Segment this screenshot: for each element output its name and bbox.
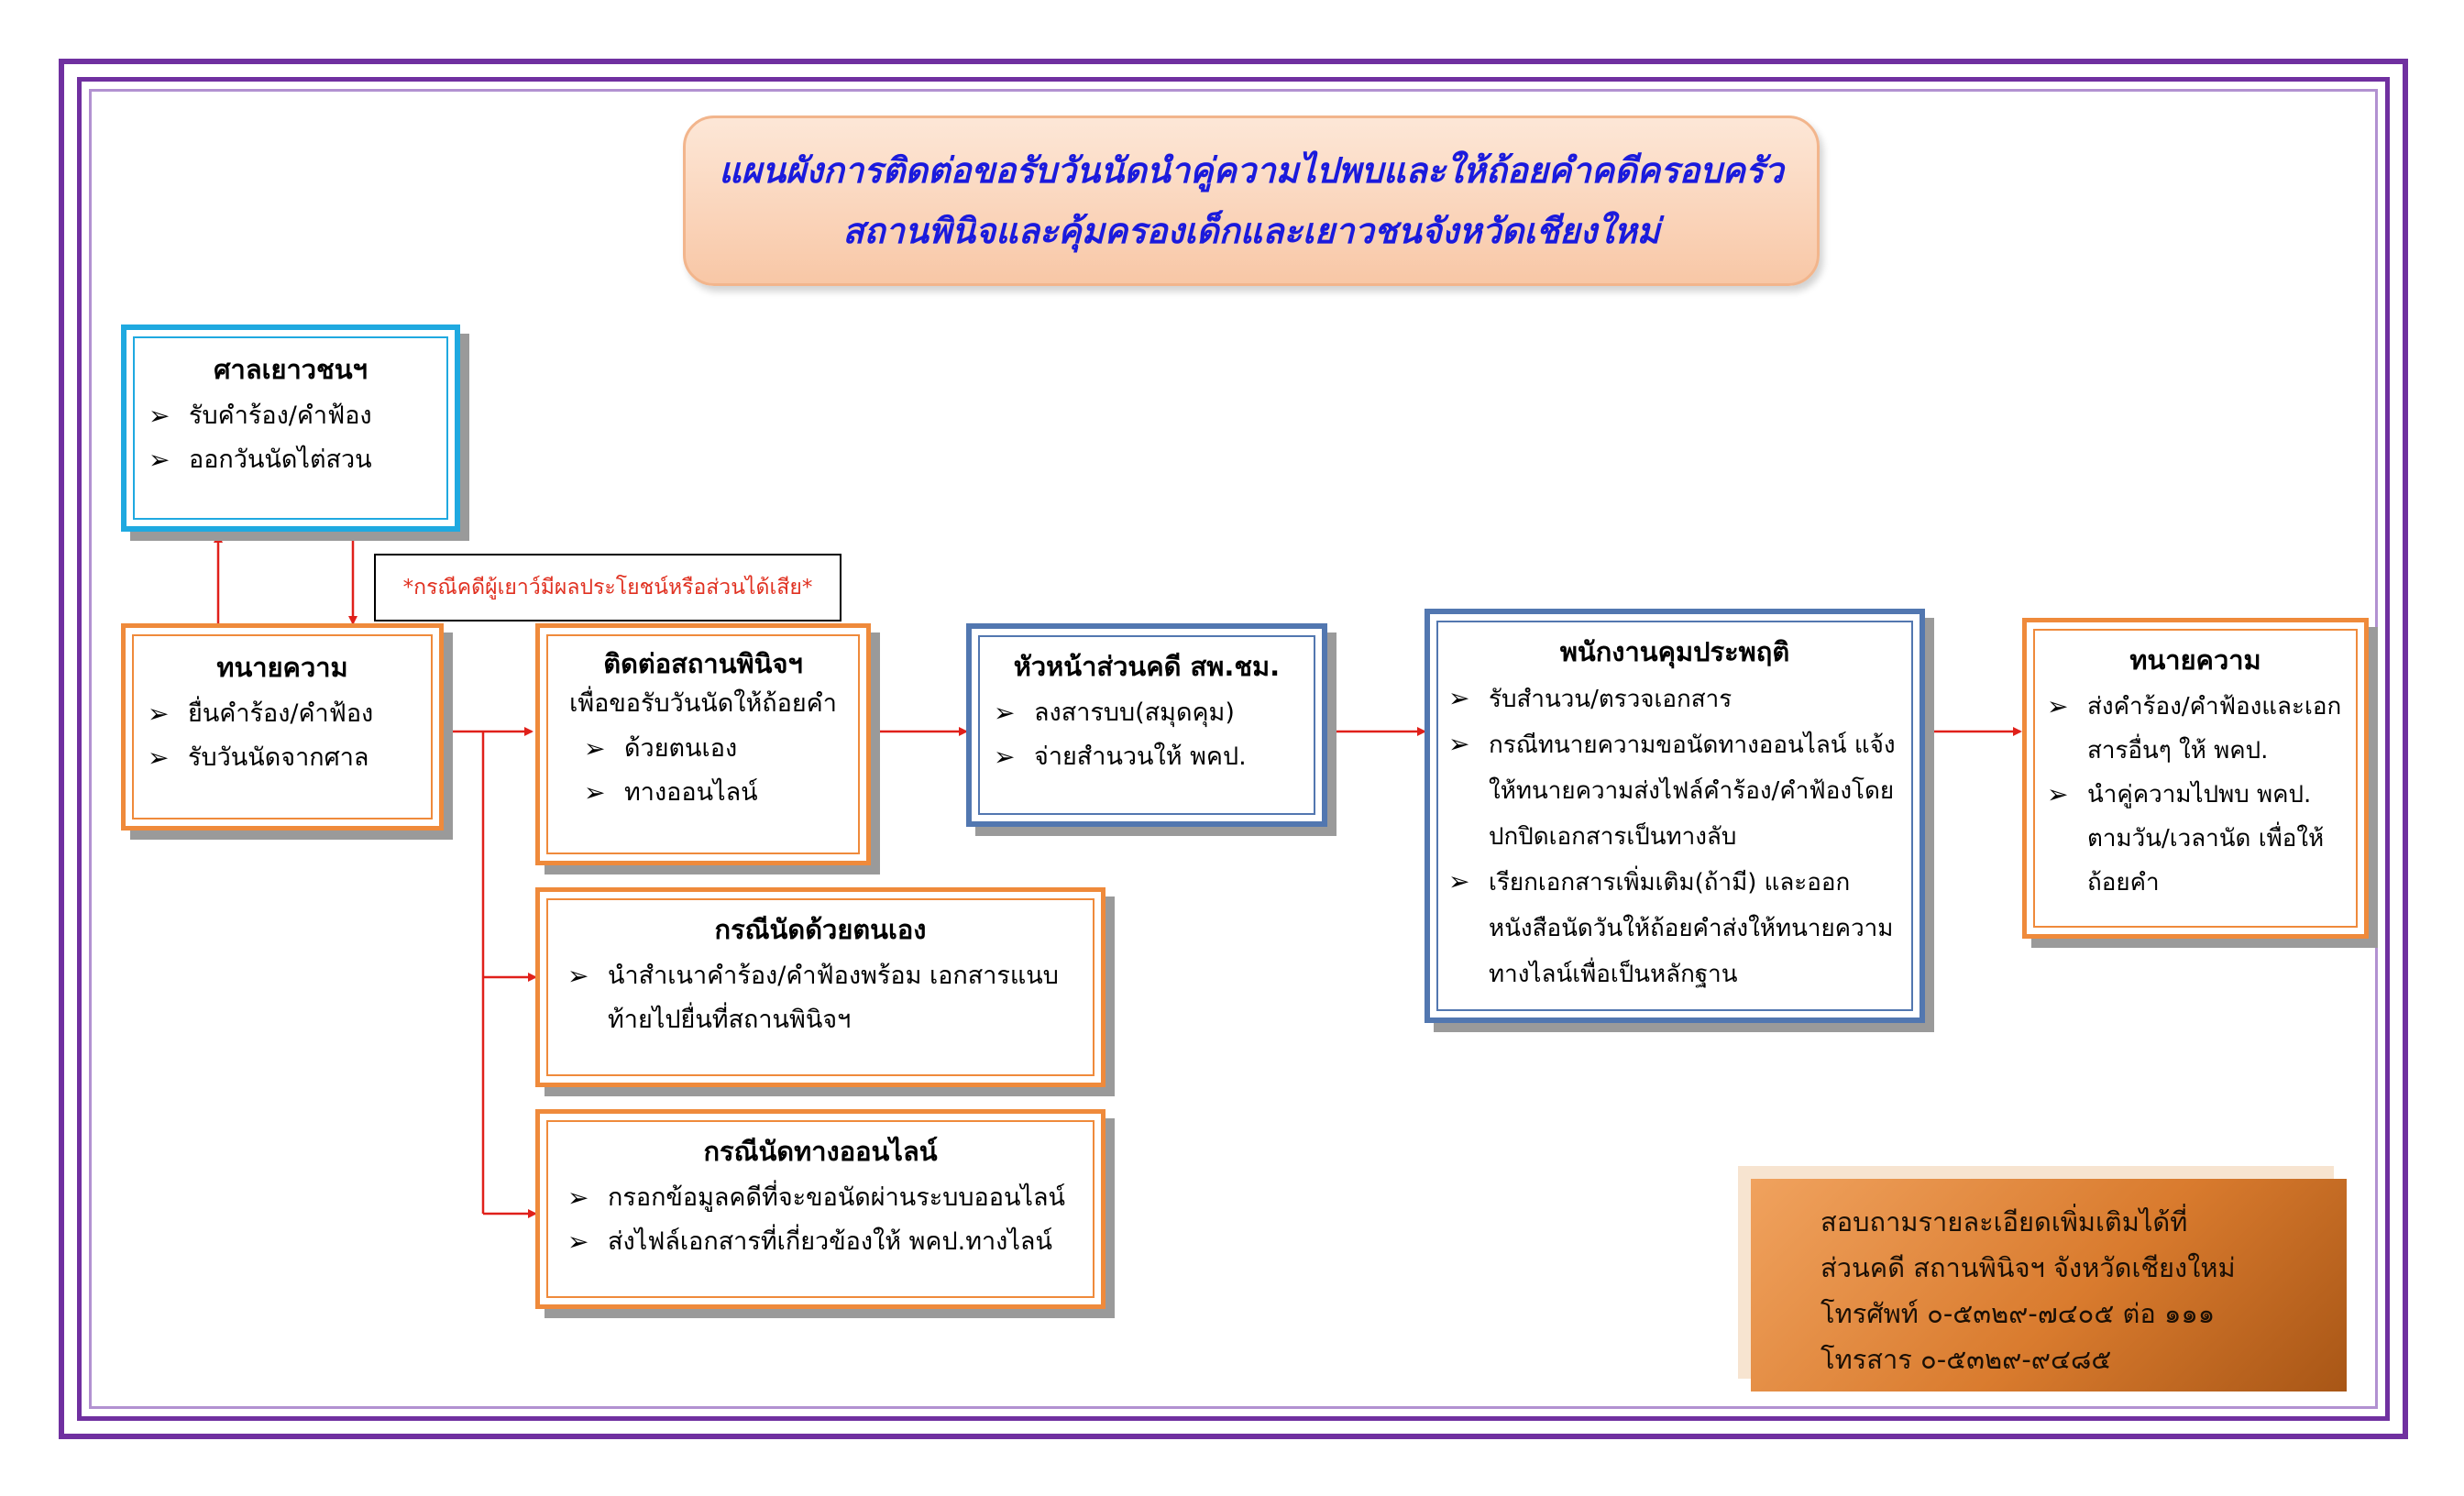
court-box [121, 324, 460, 532]
online-case-list [567, 1176, 1073, 1264]
title-line-2: สถานพินิจและคุ้มครองเด็กและเยาวชนจังหวัดเชียงใหม่ [842, 210, 1660, 251]
list-item: ➢ กรอกข้อมูลคดีที่จะขอนัดผ่านระบบออนไลน์ [567, 1176, 1073, 1220]
arrow-bullet-icon: ➢ [2047, 691, 2069, 721]
list-item: ➢ ส่งไฟล์เอกสารที่เกี่ยวข้องให้ พคป.ทางไลน์ [567, 1220, 1073, 1264]
list-item: ➢ ออกวันนัดไต่สวน [148, 438, 433, 482]
list-item: ➢ จ่ายสำนวนให้ พคป. [994, 735, 1300, 779]
arrow-bullet-icon: ➢ [584, 777, 606, 808]
contact-center-title: ติดต่อสถานพินิจฯ [603, 648, 803, 679]
list-item: ➢ ด้วยตนเอง [584, 727, 848, 771]
arrow-bullet-icon: ➢ [1448, 683, 1470, 713]
lawyer-list [148, 692, 417, 780]
lawyer-box [121, 623, 444, 830]
contact-center-subtitle: เพื่อขอรับวันนัดให้ถ้อยคำ [569, 689, 837, 718]
arrow-bullet-icon: ➢ [1448, 866, 1470, 896]
list-item: ➢ กรณีทนายความขอนัดทางออนไลน์ แจ้งให้ทนายความส่งไฟล์คำร้อง/คำฟ้องโดยปกปิดเอกสารเป็นทางลับ [1448, 722, 1901, 860]
arrow-bullet-icon: ➢ [994, 698, 1016, 728]
online-case-box [535, 1109, 1106, 1309]
list-item: ➢ ทางออนไลน์ [584, 771, 848, 815]
online-case-title: กรณีนัดทางออนไลน์ [703, 1136, 938, 1167]
contact-info-box [1751, 1179, 2347, 1392]
contact-line-2: ส่วนคดี สถานพินิจฯ จังหวัดเชียงใหม่ [1820, 1252, 2236, 1283]
arrow-bullet-icon: ➢ [2047, 779, 2069, 809]
case-head-title: หัวหน้าส่วนคดี สพ.ชม. [1013, 651, 1281, 682]
title-line-1: แผนผังการติดต่อขอรับวันนัดนำคู่ความไปพบและให้ถ้อยคำคดีครอบครัว [719, 149, 1784, 191]
arrow-bullet-icon: ➢ [1448, 729, 1470, 759]
court-list [148, 394, 433, 482]
lawyer-final-title: ทนายความ [2129, 644, 2261, 676]
lawyer-title: ทนายความ [216, 652, 348, 683]
arrow-bullet-icon: ➢ [148, 698, 170, 729]
list-item: ➢ รับสำนวน/ตรวจเอกสาร [1448, 676, 1901, 722]
arrow-bullet-icon: ➢ [994, 742, 1016, 772]
probation-officer-list [1448, 676, 1901, 997]
list-item: ➢ ลงสารบบ(สมุดคุม) [994, 691, 1300, 735]
arrow-bullet-icon: ➢ [148, 742, 170, 773]
arrow-bullet-icon: ➢ [567, 961, 589, 991]
interest-note: *กรณีคดีผู้เยาว์มีผลประโยชน์หรือส่วนได้เสีย* [374, 554, 842, 622]
probation-officer-title: พนักงานคุมประพฤติ [1559, 636, 1790, 667]
lawyer-final-list [2047, 685, 2344, 905]
list-item: ➢ นำสำเนาคำร้อง/คำฟ้องพร้อม เอกสารแนบท้ายไปยื่นที่สถานพินิจฯ [567, 954, 1073, 1042]
list-item: ➢ ส่งคำร้อง/คำฟ้องและเอกสารอื่นๆ ให้ พคป. [2047, 685, 2344, 773]
court-title: ศาลเยาวชนฯ [214, 354, 368, 385]
contact-center-box [535, 623, 871, 865]
list-item: ➢ รับวันนัดจากศาล [148, 736, 417, 780]
list-item: ➢ เรียกเอกสารเพิ่มเติม(ถ้ามี) และออกหนังสือนัดวันให้ถ้อยคำส่งให้ทนายความทางไลน์เพื่อเป็นหลักฐาน [1448, 860, 1901, 997]
contact-center-list [584, 727, 848, 815]
lawyer-final-box [2022, 618, 2369, 939]
arrow-bullet-icon: ➢ [148, 445, 170, 475]
case-head-box [966, 623, 1327, 827]
probation-officer-box [1424, 609, 1925, 1023]
case-head-list [994, 691, 1300, 779]
self-case-list [567, 954, 1073, 1042]
arrow-bullet-icon: ➢ [567, 1182, 589, 1213]
self-case-box [535, 887, 1106, 1087]
contact-fax: โทรสาร ๐-๕๓๒๙-๙๔๘๕ [1820, 1344, 2112, 1375]
contact-line-1: สอบถามรายละเอียดเพิ่มเติมได้ที่ [1820, 1206, 2188, 1238]
list-item: ➢ ยื่นคำร้อง/คำฟ้อง [148, 692, 417, 736]
list-item: ➢ รับคำร้อง/คำฟ้อง [148, 394, 433, 438]
arrow-bullet-icon: ➢ [567, 1226, 589, 1257]
arrow-bullet-icon: ➢ [148, 401, 170, 431]
contact-phone: โทรศัพท์ ๐-๕๓๒๙-๗๔๐๕ ต่อ ๑๑๑ [1820, 1298, 2216, 1329]
arrow-bullet-icon: ➢ [584, 733, 606, 764]
self-case-title: กรณีนัดด้วยตนเอง [714, 914, 927, 945]
list-item: ➢ นำคู่ความไปพบ พคป. ตามวัน/เวลานัด เพื่อให้ถ้อยคำ [2047, 773, 2344, 905]
